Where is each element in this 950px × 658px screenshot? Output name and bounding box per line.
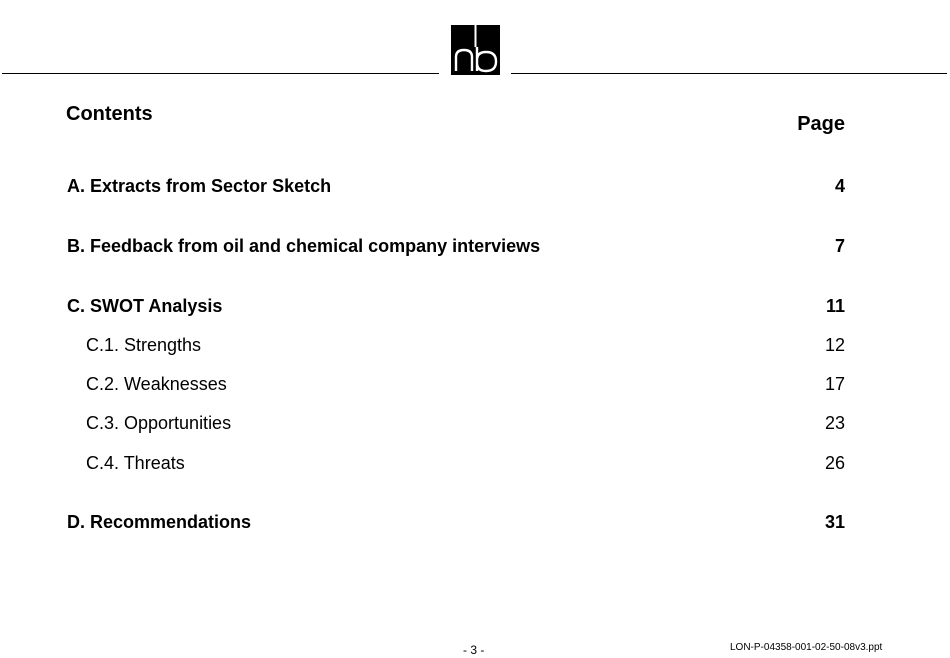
toc-page: 26 [824, 453, 845, 473]
toc-section-c [67, 295, 845, 317]
footer-page-number: - 3 - [463, 643, 485, 657]
header-rule-right [511, 73, 947, 74]
toc-page: 17 [824, 374, 845, 394]
toc-page: 31 [824, 512, 845, 532]
toc-label: D. Recommendations [67, 512, 252, 532]
toc-section-b [67, 235, 845, 257]
toc-section-a [67, 175, 845, 197]
toc-subsection-c1 [86, 334, 845, 356]
toc-label: B. Feedback from oil and chemical company interviews [67, 236, 541, 256]
toc-page: 23 [824, 413, 845, 433]
footer-file-reference: LON-P-04358-001-02-50-08v3.ppt [730, 642, 883, 653]
toc-label: C. SWOT Analysis [67, 296, 223, 316]
toc-label: C.2. Weaknesses [86, 374, 227, 394]
toc-label: C.4. Threats [86, 453, 185, 473]
toc-page: 11 [825, 296, 845, 316]
page-column-header: Page [797, 113, 845, 135]
toc-subsection-c2 [86, 373, 845, 395]
toc-page: 4 [834, 176, 845, 196]
company-logo [451, 25, 500, 75]
toc-section-d [67, 511, 845, 533]
toc-subsection-c3 [86, 412, 845, 434]
toc-label: C.3. Opportunities [86, 413, 232, 433]
header-rule-left [2, 73, 439, 74]
contents-title: Contents [66, 103, 153, 125]
toc-page: 7 [834, 236, 845, 256]
toc-label: C.1. Strengths [86, 335, 202, 355]
toc-subsection-c4 [86, 452, 845, 474]
toc-page: 12 [824, 335, 845, 355]
toc-label: A. Extracts from Sector Sketch [67, 176, 332, 196]
